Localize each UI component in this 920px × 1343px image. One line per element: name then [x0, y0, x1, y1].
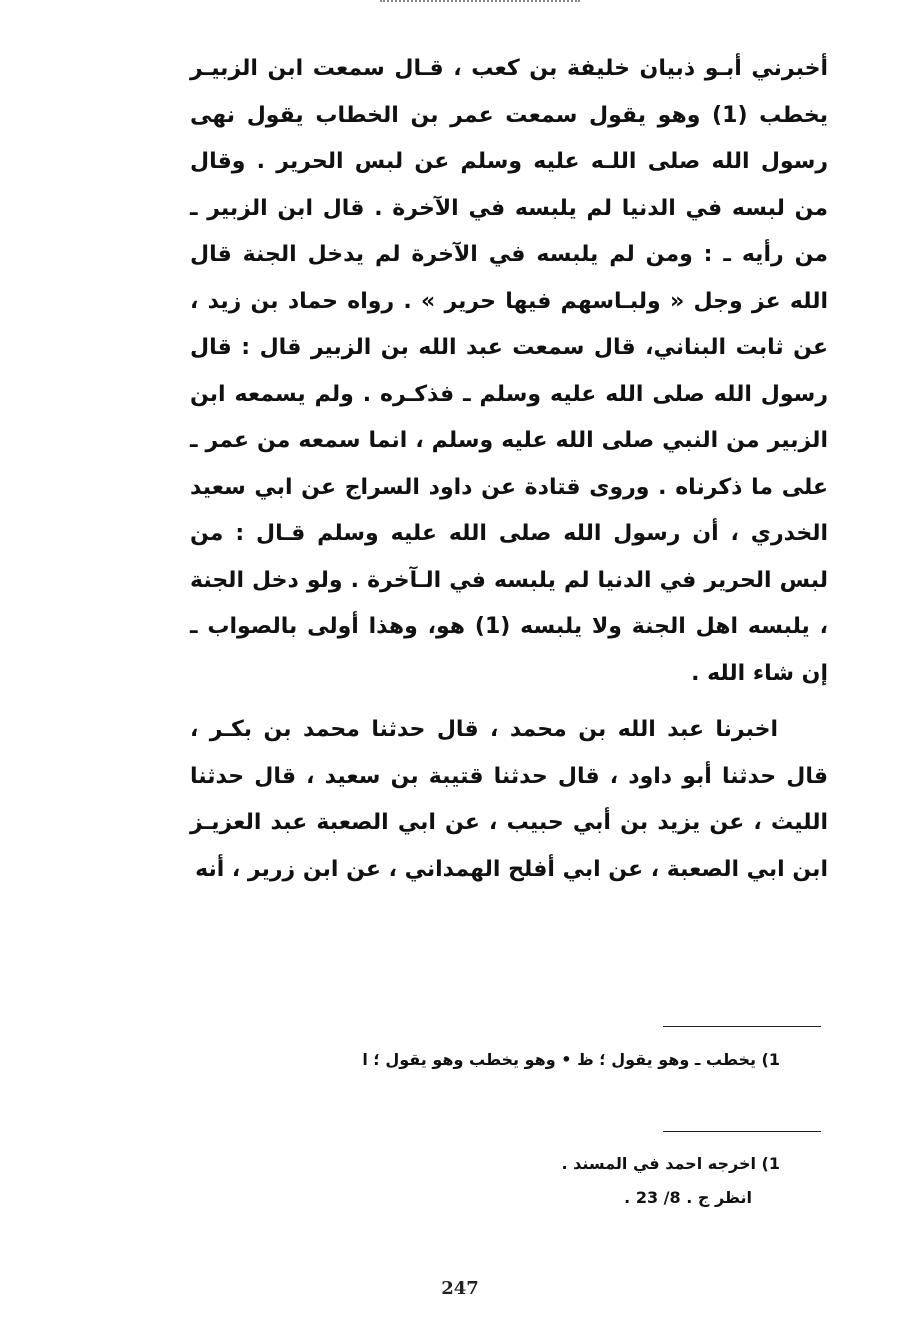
paragraph-1: أخبرني أبـو ذبيان خليفة بن كعب ، قـال سمعت ابن الزبيـر يخطب (1) وهو يقول سمعت عمر بن الخطاب يقول نهى رسول الله صلى اللـه عليه وسلم عن لبس الحرير . وقال من لبسه في الدنيا لم يلبسه في الآخرة . قال ابن الزبير ـ من رأيه ـ : ومن لم يلبسه في الآخرة لم يدخل الجنة قال الله عز وجل « ولبـاسهم فيها حرير » . رواه حماد بن زيد ، عن ثابت البناني، قال سمعت عبد الله بن الزبير قال : قال رسول الله صلى الله عليه وسلم ـ فذكـره . ولم يسمعه ابن الزبير من النبي صلى الله عليه وسلم ، انما سمعه من عمر ـ على ما ذكرناه . وروى قتادة عن داود السراج عن ابي سعيد الخدري ، أن رسول الله صلى الله عليه وسلم قـال : من لبس الحرير في الدنيا لم يلبسه في الـآخرة . ولو دخل الجنة ، يلبسه اهل الجنة ولا يلبسه (1) هو، وهذا أولى بالصواب ـ إن شاء الله .: [190, 56, 828, 686]
footnote-source: 1) اخرجه احمد في المسند .: [561, 1154, 780, 1173]
footnote-block-1: [362, 1043, 780, 1077]
footnote-separator-1: [663, 1026, 821, 1027]
page-number: 247: [441, 1278, 479, 1299]
paragraph-2: اخبرنا عبد الله بن محمد ، قال حدثنا محمد بن بكـر ، قال حدثنا أبو داود ، قال حدثنا قتيبة بن سعيد ، قال حدثنا الليث ، عن يزيد بن أبي حبيب ، عن ابي الصعبة عبد العزيـز ابن ابي الصعبة ، عن ابي أفلح الهمداني ، عن ابن زرير ، أنه: [190, 717, 828, 882]
top-dotted-rule: [380, 0, 580, 5]
footnote-variant-reading: 1) يخطب ـ وهو يقول ؛ ظ • وهو يخطب وهو يقول ؛ ا: [362, 1050, 780, 1069]
main-text: [190, 46, 828, 893]
footnote-separator-2: [663, 1131, 821, 1132]
footnote-reference: انظر ج . 8/ 23 .: [624, 1188, 752, 1207]
footnote-block-2: [561, 1147, 780, 1215]
